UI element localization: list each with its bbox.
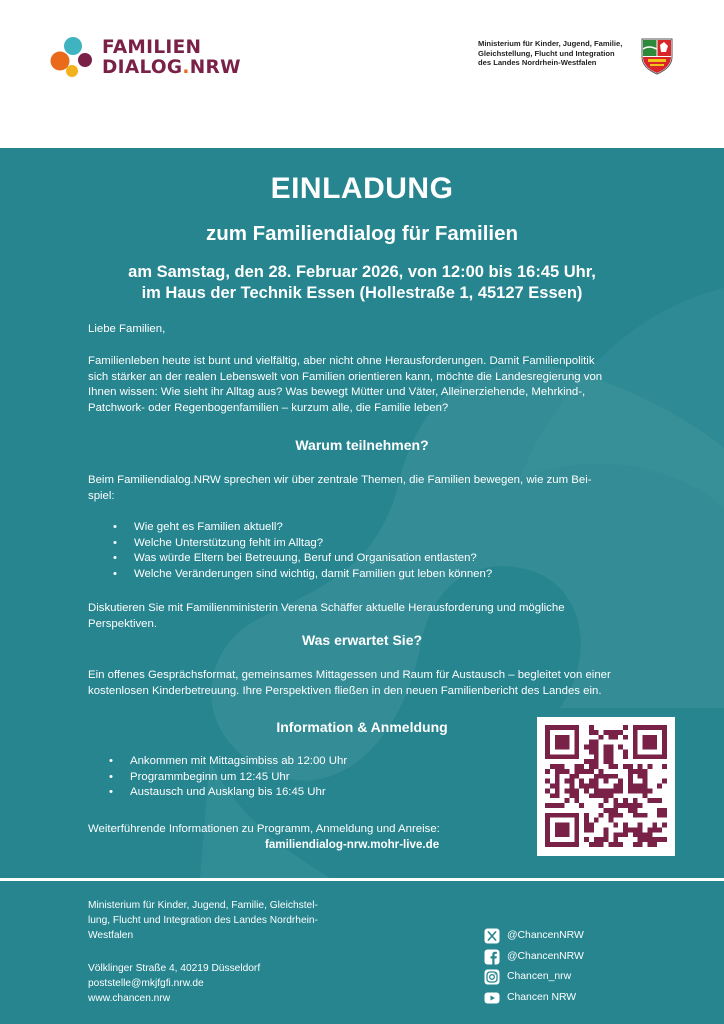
why-paragraph <box>88 473 643 504</box>
footer-ministry-line: lung, Flucht und Integration des Landes Nordrhein- <box>88 915 318 926</box>
x-icon <box>484 928 500 944</box>
info-heading: Information & Anmeldung <box>276 719 448 735</box>
logo-line-2 <box>102 58 241 78</box>
logo-nrw: NRW <box>189 57 241 78</box>
footer-ministry-line: Ministerium für Kinder, Jugend, Familie, Gleichstel- <box>88 900 318 911</box>
qr-code-icon <box>545 725 667 847</box>
discuss-paragraph <box>88 601 643 632</box>
invitation-content <box>0 148 724 878</box>
intro-line: Ihnen wissen: Wie sieht ihr Alltag aus? Was bewegt Mütter und Väter, Alleinerziehende, Mehrkind-, <box>88 386 586 399</box>
logo-mark-icon <box>50 36 96 82</box>
footer-ministry-line: Westfalen <box>88 930 134 941</box>
event-location: im Haus der Technik Essen (Hollestraße 1, 45127 Essen) <box>141 284 583 302</box>
social-links <box>484 928 624 1010</box>
expect-line: Ein offenes Gesprächsformat, gemeinsames Mittagessen und Raum für Austausch – begleitet von einer <box>88 669 611 681</box>
logo-wordmark <box>102 38 241 78</box>
social-label: Chancen NRW <box>507 991 577 1003</box>
list-item: • Wie geht es Familien aktuell? <box>113 520 492 536</box>
expect-paragraph <box>88 668 643 699</box>
list-item: • Welche Unterstützung fehlt im Alltag? <box>113 536 492 552</box>
social-youtube-link[interactable] <box>484 990 624 1011</box>
why-bullet-list <box>113 520 492 583</box>
social-facebook-link[interactable] <box>484 949 624 970</box>
header <box>0 0 724 148</box>
intro-line: sich stärker an der realen Lebenswelt von Familien orientieren kann, möchte die Landesregierung von <box>88 370 603 383</box>
intro-line: Patchwork- oder Regenbogenfamilien – kurzum alle, die Familie leben? <box>88 402 449 415</box>
why-line: Beim Familiendialog.NRW sprechen wir über zentrale Themen, die Familien bewegen, wie zum Bei- <box>88 474 592 486</box>
info-bullet-list <box>109 754 347 801</box>
ministry-name-header <box>478 39 638 68</box>
event-date-location <box>0 262 724 304</box>
logo-dialog: DIALOG <box>102 57 183 78</box>
list-item: • Welche Veränderungen sind wichtig, damit Familien gut leben können? <box>113 567 492 583</box>
page-title: EINLADUNG <box>270 172 454 205</box>
intro-line: Familienleben heute ist bunt und vielfältig, aber nicht ohne Herausforderungen. Damit Familienpolitik <box>88 355 595 367</box>
social-label: @ChancenNRW <box>507 950 584 962</box>
footer-ministry-name <box>88 898 358 943</box>
greeting: Liebe Familien, <box>88 323 166 335</box>
why-heading: Warum teilnehmen? <box>295 437 429 453</box>
footer-website-link[interactable]: www.chancen.nrw <box>88 993 171 1004</box>
discuss-line: Diskutieren Sie mit Familienministerin Verena Schäffer aktuelle Herausforderung und mögliche <box>88 602 565 614</box>
list-item: • Programmbeginn um 12:45 Uhr <box>109 770 347 786</box>
expect-line: kostenlosen Kinderbetreuung. Ihre Perspektiven fließen in den neuen Familienbericht des Landes ein. <box>88 684 602 697</box>
intro-paragraph <box>88 354 643 417</box>
footer-contact <box>88 961 358 1006</box>
instagram-icon <box>484 969 500 985</box>
more-info-text: Weiterführende Informationen zu Programm, Anmeldung und Anreise: <box>88 823 440 835</box>
ministry-line: Gleichstellung, Flucht und Integration <box>478 48 615 58</box>
youtube-icon <box>484 990 500 1006</box>
facebook-icon <box>484 949 500 965</box>
event-date: am Samstag, den 28. Februar 2026, von 12:00 bis 16:45 Uhr, <box>128 263 596 281</box>
nrw-crest-icon <box>640 37 674 75</box>
list-item: • Was würde Eltern bei Betreuung, Beruf und Organisation entlasten? <box>113 551 492 567</box>
logo-dot: . <box>182 57 190 78</box>
invitation-section <box>0 148 724 878</box>
social-label: Chancen_nrw <box>507 971 572 982</box>
logo-line-1: FAMILIEN <box>102 37 202 58</box>
list-item: • Austausch und Ausklang bis 16:45 Uhr <box>109 785 347 801</box>
social-x-link[interactable] <box>484 928 624 949</box>
footer-address: Völklinger Straße 4, 40219 Düsseldorf <box>88 963 261 974</box>
ministry-line: Ministerium für Kinder, Jugend, Familie, <box>478 39 623 48</box>
ministry-line: des Landes Nordrhein-Westfalen <box>478 58 597 68</box>
discuss-line: Perspektiven. <box>88 617 158 630</box>
familiendialog-logo[interactable] <box>50 36 250 84</box>
page-subtitle: zum Familiendialog für Familien <box>205 222 519 245</box>
why-line: spiel: <box>88 489 115 502</box>
qr-code[interactable] <box>537 717 675 856</box>
registration-link[interactable]: familiendialog-nrw.mohr-live.de <box>265 838 440 851</box>
footer-email-link[interactable]: poststelle@mkjfgfi.nrw.de <box>88 978 204 989</box>
social-label: @ChancenNRW <box>507 930 584 941</box>
footer <box>0 881 724 1024</box>
list-item: • Ankommen mit Mittagsimbiss ab 12:00 Uhr <box>109 754 347 770</box>
expect-heading: Was erwartet Sie? <box>301 632 423 648</box>
social-instagram-link[interactable] <box>484 969 624 990</box>
